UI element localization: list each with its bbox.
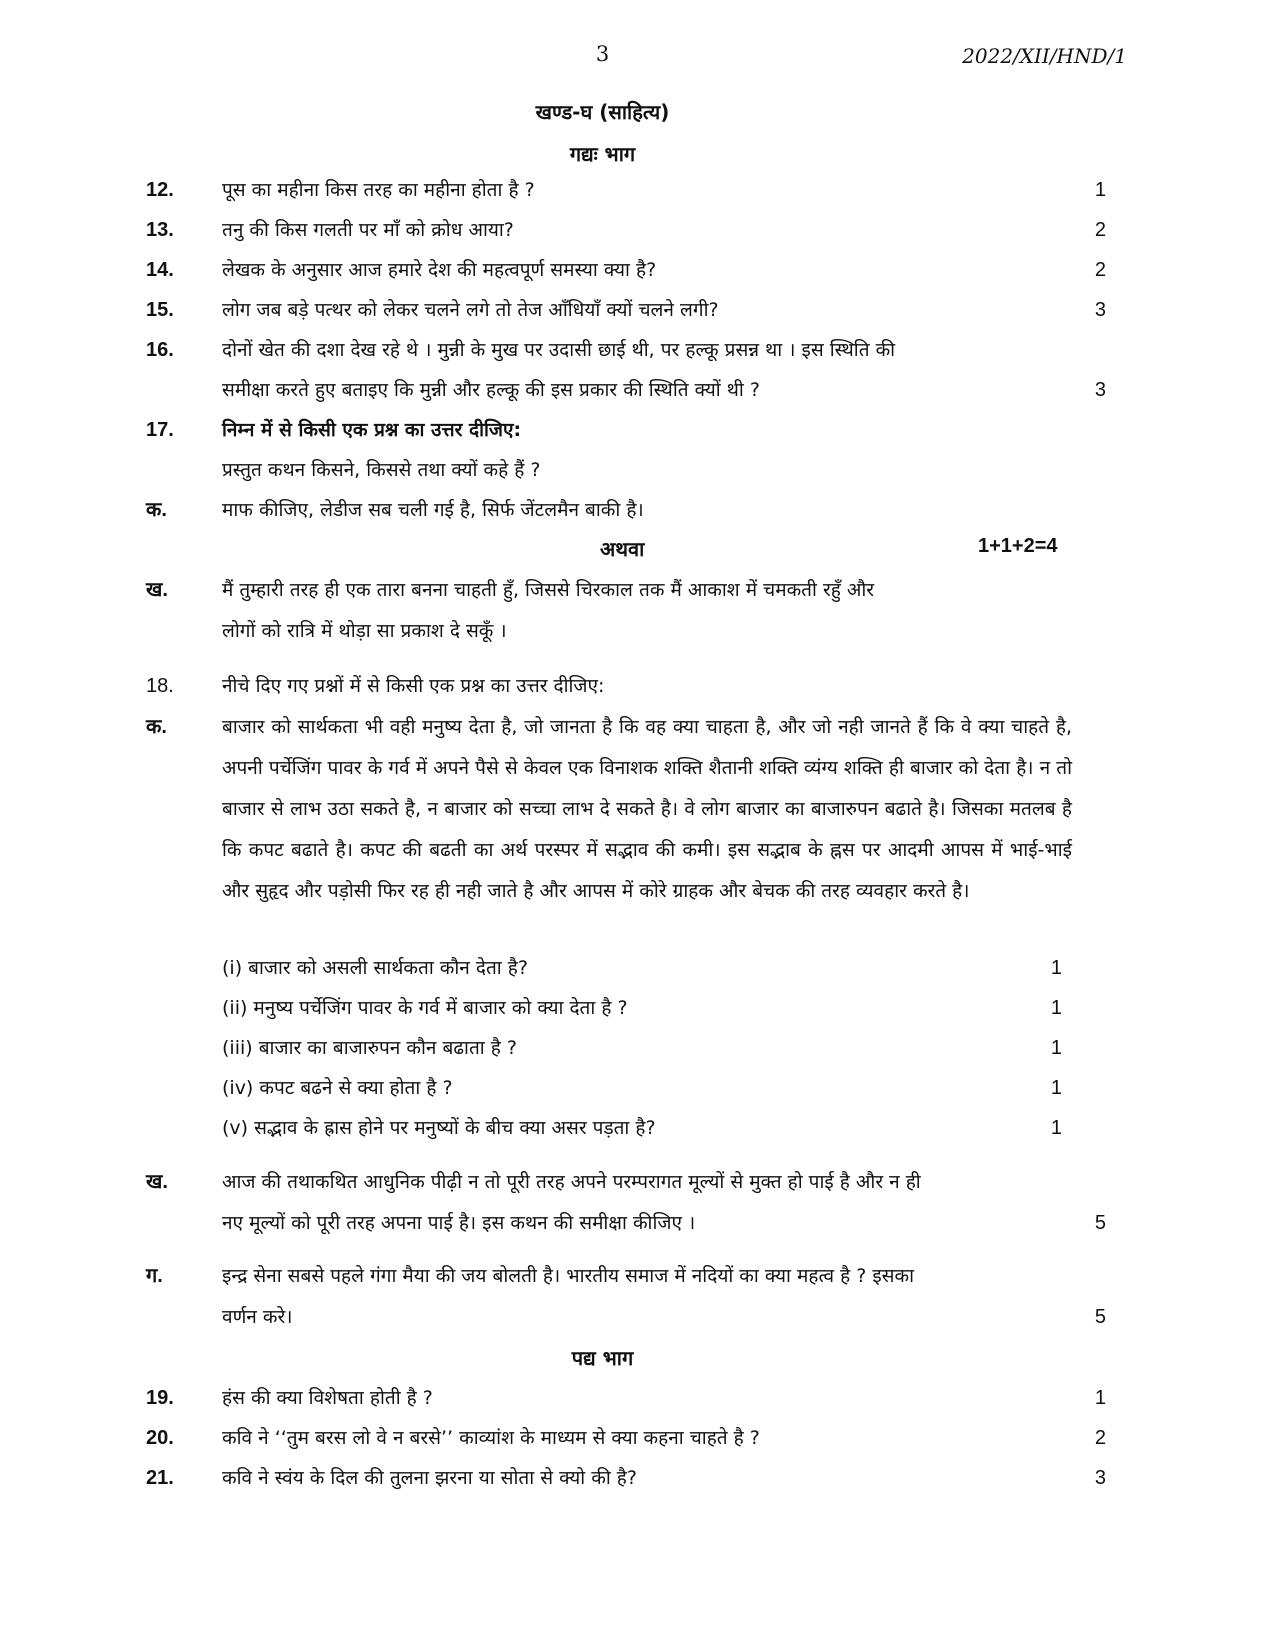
question-marks: 2 [1094, 259, 1106, 281]
option-label: ग. [146, 1265, 163, 1287]
question-number: 14. [146, 259, 174, 281]
question-number: 18. [146, 675, 174, 697]
sub-question-text: (iii) बाजार का बाजारुपन कौन बढाता है ? [222, 1037, 517, 1059]
sub-question-marks: 1 [1050, 1037, 1062, 1059]
question-text: लोग जब बड़े पत्थर को लेकर चलने लगे तो तेज आँधियाँ क्यों चलने लगी? [222, 299, 719, 321]
option-label: क. [146, 499, 167, 521]
question-text: कवि ने स्वंय के दिल की तुलना झरना या सोता से क्यो की है? [222, 1467, 637, 1489]
option-text-line-1: इन्द्र सेना सबसे पहले गंगा मैया की जय बोलती है। भारतीय समाज में नदियों का क्या महत्व है ? इसका [222, 1265, 915, 1287]
question-number: 20. [146, 1427, 174, 1449]
option-text-line-1: मैं तुम्हारी तरह ही एक तारा बनना चाहती हुँ, जिससे चिरकाल तक मैं आकाश में चमकती रहुँ और [222, 579, 875, 601]
passage: बाजार को सार्थकता भी वही मनुष्य देता है, जो जानता है कि वह क्या चाहता है, और जो नही जानते हैं कि वे क्या चाहते है, अपनी पर्चेजिंग पावर के गर्व में अपने पैसे से केवल एक विनाशक शक्ति शैतानी शक्ति व्यंग्य शक्ति ही बाजार को देता है। न तो बाजार से लाभ उठा सकते है, न बाजार को सच्चा लाभ दे सकते है। वे लोग बाजार का बाजारुपन बढाते है। जिसका मतलब है कि कपट बढाते है। कपट की बढती का अर्थ परस्पर में सद्भाव की कमी। इस सद्भाब के ह्नस पर आदमी आपस में भाई-भाई और सुहृद और पड़ोसी फिर रह ही नही जाते है और आपस में कोरे ग्राहक और बेचक की तरह व्यवहार करते है। [222, 716, 1072, 902]
question-text: प्रस्तुत कथन किसने, किससे तथा क्यों कहे हैं ? [222, 459, 541, 481]
question-number: 21. [146, 1467, 174, 1489]
option-label: ख. [146, 1171, 168, 1193]
option-text-line-2: नए मूल्यों को पूरी तरह अपना पाई है। इस कथन की समीक्षा कीजिए । [222, 1212, 696, 1234]
sub-question-marks: 1 [1050, 1117, 1062, 1139]
sub-question-marks: 1 [1050, 1077, 1062, 1099]
question-marks: 3 [1094, 1467, 1106, 1489]
option-text: माफ कीजिए, लेडीज सब चली गई है, सिर्फ जेंटलमैन बाकी है। [222, 499, 644, 521]
question-instruction: नीचे दिए गए प्रश्नों में से किसी एक प्रश्न का उत्तर दीजिए: [222, 675, 605, 697]
option-text-line-2: वर्णन करे। [222, 1306, 293, 1328]
poetry-section-title: पद्य भाग [571, 1346, 634, 1370]
question-number: 16. [146, 339, 174, 361]
question-marks: 3 [1094, 299, 1106, 321]
sub-question-text: (i) बाजार को असली सार्थकता कौन देता है? [222, 957, 528, 979]
question-marks: 2 [1094, 219, 1106, 241]
question-number: 19. [146, 1387, 174, 1409]
question-marks: 1 [1094, 1387, 1106, 1409]
question-marks: 2 [1094, 1427, 1106, 1449]
paper-code: 2022/XII/HND/1 [962, 44, 1127, 68]
question-number: 13. [146, 219, 174, 241]
question-text-line-1: दोनों खेत की दशा देख रहे थे । मुन्नी के मुख पर उदासी छाई थी, पर हल्कू प्रसन्न था । इस स्थिति की [222, 339, 896, 361]
sub-question-marks: 1 [1050, 957, 1062, 979]
option-label: क. [146, 716, 167, 738]
or-marks: 1+1+2=4 [978, 535, 1058, 557]
question-text: कवि ने ‘‘तुम बरस लो वे न बरसे’’ काव्यांश के माध्यम से क्या कहना चाहते है ? [222, 1427, 760, 1449]
option-text-line-2: लोगों को रात्रि में थोड़ा सा प्रकाश दे सकूँ । [222, 620, 507, 642]
page-number: 3 [595, 42, 610, 66]
option-marks: 5 [1094, 1212, 1106, 1234]
question-text: हंस की क्या विशेषता होती है ? [222, 1387, 433, 1409]
section-title: खण्ड-घ (साहित्य) [535, 100, 670, 124]
sub-question-text: (ii) मनुष्य पर्चेजिंग पावर के गर्व में बाजार को क्या देता है ? [222, 997, 628, 1019]
question-marks: 1 [1094, 179, 1106, 201]
prose-section-title: गद्यः भाग [569, 142, 636, 166]
question-number: 15. [146, 299, 174, 321]
sub-question-text: (v) सद्भाव के ह्रास होने पर मनुष्यों के बीच क्या असर पड़ता है? [222, 1117, 656, 1139]
option-marks: 5 [1094, 1306, 1106, 1328]
option-text-line-1: आज की तथाकथित आधुनिक पीढ़ी न तो पूरी तरह अपने परम्परागत मूल्यों से मुक्त हो पाई है और न ही [222, 1171, 921, 1193]
question-number: 17. [146, 419, 174, 441]
question-marks: 3 [1094, 379, 1106, 401]
question-text: तनु की किस गलती पर माँ को क्रोध आया? [222, 219, 514, 241]
question-number: 12. [146, 179, 174, 201]
question-instruction: निम्न में से किसी एक प्रश्न का उत्तर दीजिए: [222, 419, 522, 441]
question-text-line-2: समीक्षा करते हुए बताइए कि मुन्नी और हल्कू की इस प्रकार की स्थिति क्यों थी ? [222, 379, 760, 401]
or-word: अथवा [600, 537, 645, 561]
sub-question-marks: 1 [1050, 997, 1062, 1019]
sub-question-text: (iv) कपट बढने से क्या होता है ? [222, 1077, 453, 1099]
question-text: लेखक के अनुसार आज हमारे देश की महत्वपूर्ण समस्या क्या है? [222, 259, 657, 281]
question-text: पूस का महीना किस तरह का महीना होता है ? [222, 179, 535, 201]
option-label: ख. [146, 579, 168, 601]
